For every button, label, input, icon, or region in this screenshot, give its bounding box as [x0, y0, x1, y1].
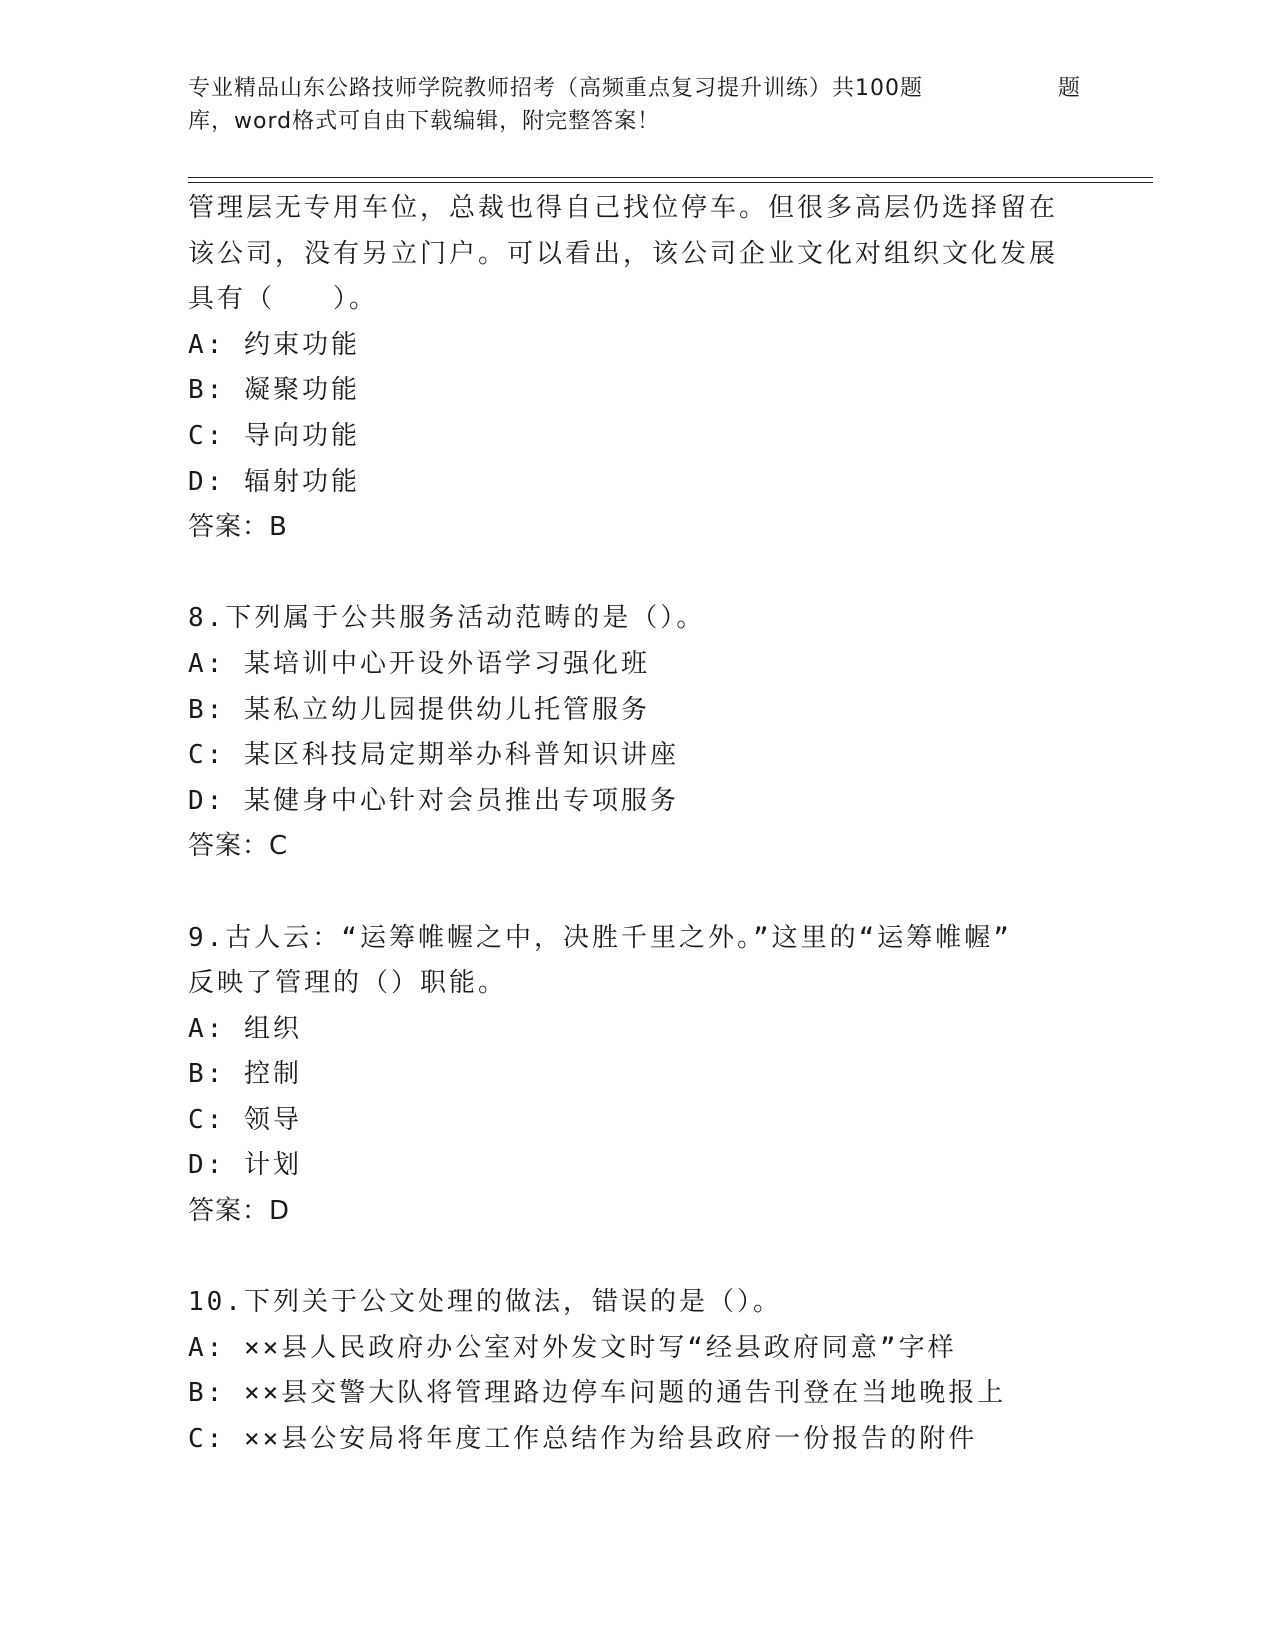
option-a: A: ××县人民政府办公室对外发文时写“经县政府同意”字样 [188, 1332, 957, 1363]
option-c: C: ××县公安局将年度工作总结作为给县政府一份报告的附件 [188, 1424, 978, 1455]
option-b: B: 控制 [188, 1059, 302, 1090]
option-b: B: 某私立幼儿园提供幼儿托管服务 [188, 694, 650, 725]
question-text-line: 该公司，没有另立门户。可以看出，该公司企业文化对组织文化发展 [188, 238, 1059, 269]
header-title-tail: 题 [1058, 76, 1082, 101]
option-d: D: 某健身中心针对会员推出专项服务 [188, 785, 679, 816]
question-text-line: 9.古人云：“运筹帷幄之中，决胜千里之外。”这里的“运筹帷幄” [188, 922, 1012, 953]
option-a: A: 组织 [188, 1013, 302, 1044]
question-9 [188, 916, 1088, 1235]
option-a: A: 某培训中心开设外语学习强化班 [188, 648, 650, 679]
answer-line: 答案：B [188, 512, 288, 543]
question-8 [188, 596, 1088, 870]
option-c: C: 某区科技局定期举办科普知识讲座 [188, 740, 679, 771]
answer-line: 答案：C [188, 831, 289, 862]
question-text-line: 管理层无专用车位，总裁也得自己找位停车。但很多高层仍选择留在 [188, 193, 1059, 223]
option-d: D: 计划 [188, 1150, 302, 1181]
question-text-line: 反映了管理的（）职能。 [188, 968, 508, 999]
header-title-text: 专业精品山东公路技师学院教师招考（高频重点复习提升训练）共100题 [188, 76, 923, 101]
question-text-line: 具有（ ）。 [188, 284, 379, 315]
answer-line: 答案：D [188, 1196, 291, 1227]
option-b: B: 凝聚功能 [188, 375, 360, 406]
option-d: D: 辐射功能 [188, 466, 360, 497]
option-b: B: ××县交警大队将管理路边停车问题的通告刊登在当地晚报上 [188, 1378, 1007, 1409]
question-text-line: 8.下列属于公共服务活动范畴的是（）。 [188, 603, 706, 634]
question-continuation [188, 186, 1088, 551]
header-rule-top [188, 177, 1153, 178]
document-header [188, 72, 1108, 138]
header-line-1 [188, 72, 1108, 105]
option-c: C: 领导 [188, 1104, 302, 1135]
header-line-2: 库，word格式可自由下载编辑，附完整答案！ [188, 109, 661, 134]
header-rule-bottom [188, 182, 1153, 183]
question-content [188, 186, 1088, 1463]
option-c: C: 导向功能 [188, 420, 360, 451]
question-10 [188, 1280, 1088, 1462]
option-a: A: 约束功能 [188, 329, 360, 360]
question-text-line: 10.下列关于公文处理的做法，错误的是（）。 [188, 1287, 782, 1318]
